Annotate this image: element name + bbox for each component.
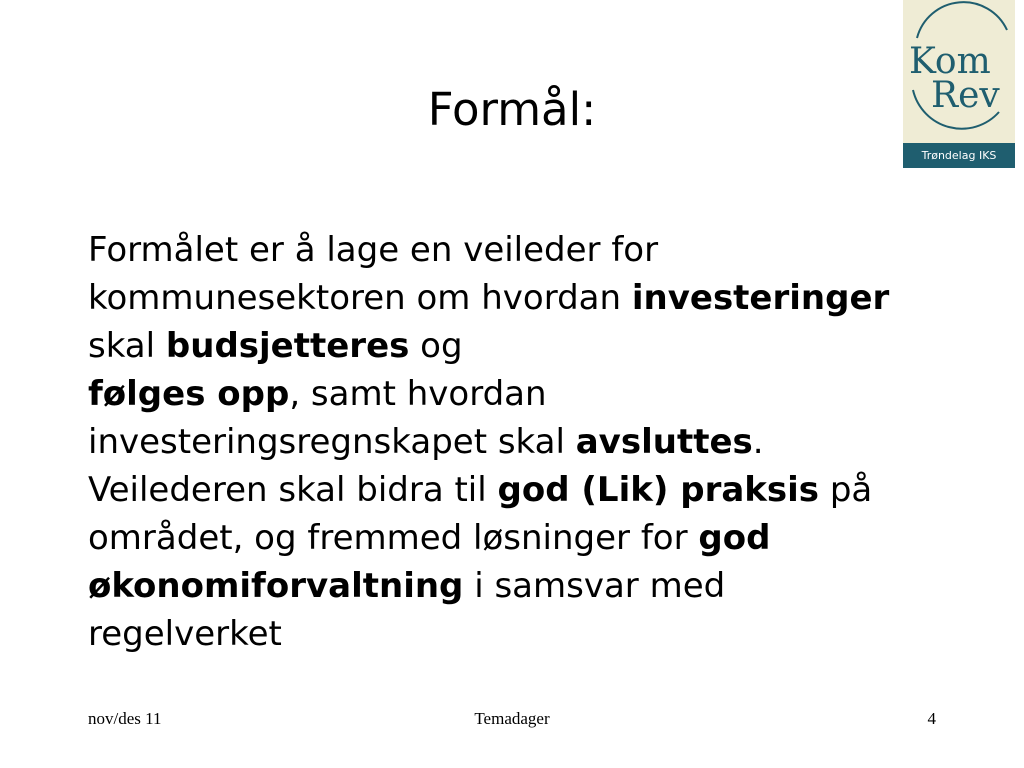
slide-body bbox=[88, 226, 908, 658]
body-segment-bold: avsluttes bbox=[575, 422, 753, 462]
footer-page-number: 4 bbox=[927, 709, 936, 728]
body-segment: på området, og fremmed løsninger for bbox=[88, 470, 873, 558]
body-segment-bold: god (Lik) praksis bbox=[497, 470, 820, 510]
body-segment: i samsvar med regelverket bbox=[88, 566, 726, 654]
body-segment-bold: god økonomiforvaltning bbox=[88, 518, 771, 606]
body-segment: og bbox=[409, 326, 463, 366]
logo-band: Trøndelag IKS bbox=[903, 143, 1015, 168]
body-segment: . Veilederen skal bidra til bbox=[88, 422, 764, 510]
footer-date: nov/des 11 bbox=[88, 709, 162, 728]
komrev-logo bbox=[903, 0, 1015, 168]
body-segment: , samt hvordan investeringsregnskapet skal bbox=[88, 374, 576, 462]
body-segment-bold: budsjetteres bbox=[165, 326, 410, 366]
footer-title: Temadager bbox=[474, 709, 550, 728]
logo-text-rev: Rev bbox=[931, 75, 1000, 116]
body-segment-bold: investeringer bbox=[631, 278, 890, 318]
body-segment: Formålet er å lage en veileder for kommunesektoren om hvordan bbox=[88, 230, 659, 318]
body-segment-bold: følges opp bbox=[88, 374, 290, 414]
slide-title: Formål: bbox=[427, 83, 597, 136]
body-segment: skal bbox=[88, 326, 166, 366]
logo-text-kom: Kom bbox=[909, 41, 991, 82]
